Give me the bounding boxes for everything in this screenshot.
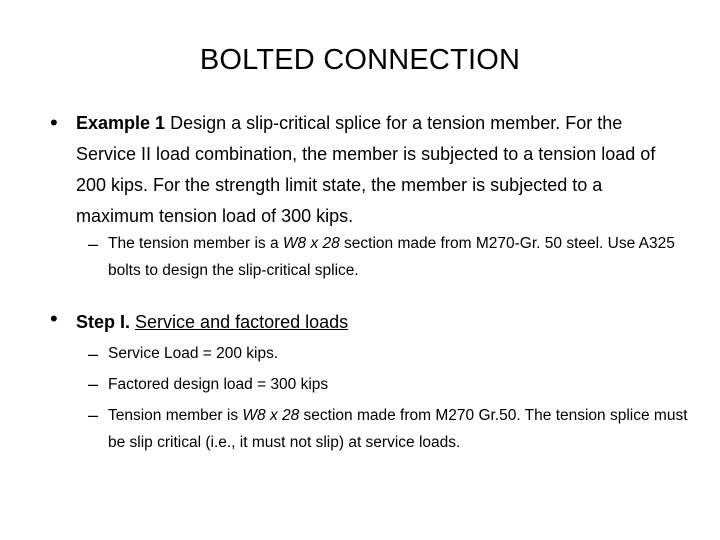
step-label: Step I. <box>76 312 131 332</box>
item-prefix: Tension member is <box>108 407 243 424</box>
item-suffix: section made from M270 Gr.50. The tension splice must be slip critical (i.e., it must not slip) at service loads. <box>108 407 688 451</box>
example-text: Design a slip-critical splice for a tension member. For the Service II load combination, the member is subjected to a tension load of 200 kips. For the strength limit state, the member is subjected to a maximum tension load of 300 kips. <box>76 113 656 226</box>
subpoint-suffix: section made from M270-Gr. 50 steel. Use A325 bolts to design the slip-critical splice. <box>108 235 675 279</box>
dash-icon: – <box>88 344 99 364</box>
example-subpoint <box>108 230 708 284</box>
section-designation: W8 x 28 <box>282 235 340 252</box>
step-heading <box>76 307 676 338</box>
service-load-item: Service Load = 200 kips. <box>108 345 279 362</box>
dash-icon: – <box>88 405 99 425</box>
bullet-icon: • <box>50 306 58 331</box>
bullet-icon: • <box>50 110 58 135</box>
tension-member-item <box>108 402 708 456</box>
section-designation: W8 x 28 <box>242 407 300 424</box>
step-title: Service and factored loads <box>135 312 349 332</box>
dash-icon: – <box>88 234 99 254</box>
dash-icon: – <box>88 374 99 394</box>
slide-title: BOLTED CONNECTION <box>199 44 521 76</box>
factored-load-item: Factored design load = 300 kips <box>108 376 329 393</box>
subpoint-prefix: The tension member is a <box>108 235 283 252</box>
example-label: Example 1 <box>76 113 166 133</box>
example-paragraph <box>76 108 676 232</box>
